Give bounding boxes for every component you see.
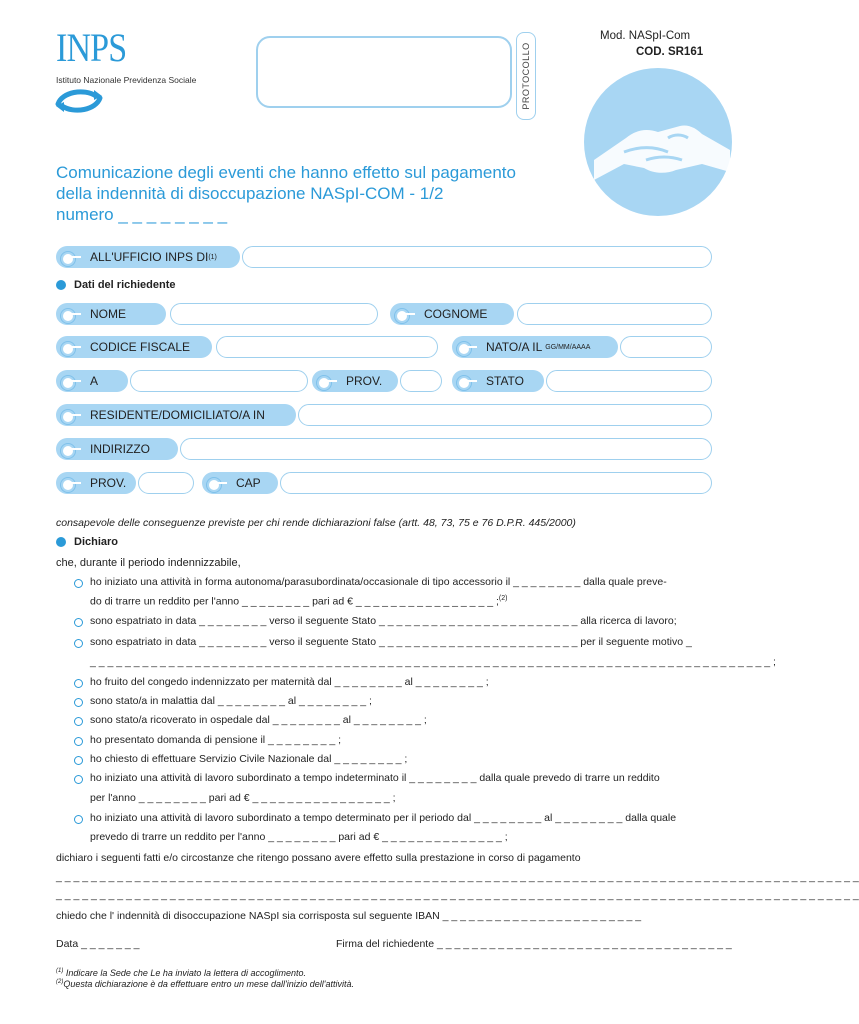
- line-espatriato-lavoro: sono espatriato in data _ _ _ _ _ _ _ _ verso il seguente Stato _ _ _ _ _ _ _ _ _ _ _ _ _ _ _ _ _ _ _ _ _ _ _ alla ricerca di lavoro;: [90, 615, 677, 627]
- codice-fiscale-field[interactable]: [216, 336, 438, 358]
- line-servizio-civile: ho chiesto di effettuare Servizio Civile Nazionale dal _ _ _ _ _ _ _ _ ;: [90, 753, 408, 765]
- footnote-2: $^{(2)}$Questa dichiarazione è da effettuare entro un mese dall'inizio dell'attività.: [56, 979, 354, 989]
- protocollo-box: [256, 36, 512, 108]
- inps-logo: INPS: [56, 25, 127, 70]
- protocollo-label: PROTOCOLLO: [516, 32, 536, 120]
- dichiaro-fatti-text: dichiaro i seguenti fatti e/o circostanze che ritengo possano avere effetto sulla prestazione in corso di pagamento: [56, 852, 581, 864]
- line-malattia: sono stato/a in malattia dal _ _ _ _ _ _ _ _ al _ _ _ _ _ _ _ _ ;: [90, 695, 372, 707]
- section-dichiaro: Dichiaro: [56, 536, 118, 548]
- nome-field[interactable]: [170, 303, 378, 325]
- line-espatriato-motivo: sono espatriato in data _ _ _ _ _ _ _ _ verso il seguente Stato _ _ _ _ _ _ _ _ _ _ _ _ _ _ _ _ _ _ _ _ _ _ _ per il seguente motivo _: [90, 636, 692, 648]
- consapevole-text: consapevole delle conseguenze previste per chi rende dichiarazioni false (artt. 48, 73, 75 e 76 D.P.R. 445/2000): [56, 517, 576, 529]
- mod-code: Mod. NASpI-Com: [600, 30, 691, 42]
- option-attivita-autonoma-radio[interactable]: [74, 579, 83, 588]
- cognome-field[interactable]: [517, 303, 712, 325]
- intro-text: che, durante il periodo indennizzabile,: [56, 557, 241, 569]
- nato-il-field[interactable]: [620, 336, 712, 358]
- line-maternita: ho fruito del congedo indennizzato per maternità dal _ _ _ _ _ _ _ _ al _ _ _ _ _ _ _ _ ;: [90, 676, 489, 688]
- fatti-line-1[interactable]: _ _ _ _ _ _ _ _ _ _ _ _ _ _ _ _ _ _ _ _ _ _ _ _ _ _ _ _ _ _ _ _ _ _ _ _ _ _ _ _ _ _ _ _ _ _ _ _ _ _ _ _ _ _ _ _ _ _ _ _ _ _ _ _ _ _ _ _ _ _ _ _ _ _ _ _ _ _ _ _ _ _ _ _ _ _ _ _ _ _ _ _: [56, 871, 859, 883]
- line-pensione: ho presentato domanda di pensione il _ _ _ _ _ _ _ _ ;: [90, 734, 342, 746]
- line-tempo-indeterminato: ho iniziato una attività di lavoro subordinato a tempo indeterminato il _ _ _ _ _ _ _ _ dalla quale prevedo di trarre un reddito: [90, 772, 660, 784]
- cod-code: COD. SR161: [636, 46, 704, 58]
- office-tag: ALL'UFFICIO INPS DI (1): [56, 246, 240, 268]
- option-espatriato-lavoro-radio[interactable]: [74, 618, 83, 627]
- nato-il-tag: NATO/A IL GG/MM/AAAA: [452, 336, 618, 358]
- residente-field[interactable]: [298, 404, 712, 426]
- prov-field[interactable]: [400, 370, 442, 392]
- indirizzo-tag: INDIRIZZO: [56, 438, 178, 460]
- page-title: Comunicazione degli eventi che hanno effetto sul pagamento della indennità di disoccupazione NASpI-COM - 1/2 numero _ _ _ _ _ _ _ _: [56, 163, 516, 224]
- fatti-line-2[interactable]: _ _ _ _ _ _ _ _ _ _ _ _ _ _ _ _ _ _ _ _ _ _ _ _ _ _ _ _ _ _ _ _ _ _ _ _ _ _ _ _ _ _ _ _ _ _ _ _ _ _ _ _ _ _ _ _ _ _ _ _ _ _ _ _ _ _ _ _ _ _ _ _ _ _ _ _ _ _ _ _ _ _ _ _ _ _ _ _ _ _ _ _: [56, 889, 859, 901]
- option-pensione-radio[interactable]: [74, 737, 83, 746]
- prov2-tag: PROV.: [56, 472, 136, 494]
- option-ricovero-radio[interactable]: [74, 717, 83, 726]
- line-espatriato-motivo-2: _ _ _ _ _ _ _ _ _ _ _ _ _ _ _ _ _ _ _ _ _ _ _ _ _ _ _ _ _ _ _ _ _ _ _ _ _ _ _ _ _ _ _ _ _ _ _ _ _ _ _ _ _ _ _ _ _ _ _ _ _ _ _ _ _ _ _ _ _ _ _ _ _ _ _ _ _ _ ;: [90, 656, 776, 668]
- option-tempo-indeterminato-radio[interactable]: [74, 775, 83, 784]
- option-maternita-radio[interactable]: [74, 679, 83, 688]
- logo-subtitle: Istituto Nazionale Previdenza Sociale: [56, 75, 197, 85]
- indirizzo-field[interactable]: [180, 438, 712, 460]
- line-ricovero: sono stato/a ricoverato in ospedale dal _ _ _ _ _ _ _ _ al _ _ _ _ _ _ _ _ ;: [90, 714, 427, 726]
- line-attivita-autonoma-2: do di trarre un reddito per l'anno _ _ _ _ _ _ _ _ pari ad € _ _ _ _ _ _ _ _ _ _ _ _ _ _ _ _ ;$^{(2)}$: [90, 595, 508, 608]
- firma-field[interactable]: Firma del richiedente _ _ _ _ _ _ _ _ _ _ _ _ _ _ _ _ _ _ _ _ _ _ _ _ _ _ _ _ _ _ _ _ _ _: [336, 938, 732, 950]
- line-tempo-determinato-2: prevedo di trarre un reddito per l'anno _ _ _ _ _ _ _ _ pari ad € _ _ _ _ _ _ _ _ _ _ _ _ _ _ ;: [90, 831, 508, 843]
- office-field[interactable]: [242, 246, 712, 268]
- handshake-icon: [584, 68, 732, 216]
- cognome-tag: COGNOME: [390, 303, 514, 325]
- iban-text[interactable]: chiedo che l' indennità di disoccupazione NASpI sia corrisposta sul seguente IBAN _ _ _ _ _ _ _ _ _ _ _ _ _ _ _ _ _ _ _ _ _ _ _: [56, 910, 642, 922]
- prov-tag: PROV.: [312, 370, 398, 392]
- logo-swoosh-icon: [54, 86, 104, 116]
- stato-field[interactable]: [546, 370, 712, 392]
- line-attivita-autonoma: ho iniziato una attività in forma autonoma/parasubordinata/occasionale di tipo accessorio il _ _ _ _ _ _ _ _ dalla quale preve-: [90, 576, 667, 588]
- cap-tag: CAP: [202, 472, 278, 494]
- data-field[interactable]: Data _ _ _ _ _ _ _: [56, 938, 140, 950]
- residente-tag: RESIDENTE/DOMICILIATO/A IN: [56, 404, 296, 426]
- option-tempo-determinato-radio[interactable]: [74, 815, 83, 824]
- nome-tag: NOME: [56, 303, 166, 325]
- codice-fiscale-tag: CODICE FISCALE: [56, 336, 212, 358]
- section-dati-richiedente: Dati del richiedente: [56, 279, 175, 291]
- prov2-field[interactable]: [138, 472, 194, 494]
- option-servizio-civile-radio[interactable]: [74, 756, 83, 765]
- option-espatriato-motivo-radio[interactable]: [74, 639, 83, 648]
- footnote-1: $^{(1)}$ Indicare la Sede che Le ha inviato la lettera di accoglimento.: [56, 968, 306, 978]
- cap-field[interactable]: [280, 472, 712, 494]
- line-tempo-determinato: ho iniziato una attività di lavoro subordinato a tempo determinato per il periodo dal _ _ _ _ _ _ _ _ al _ _ _ _ _ _ _ _ dalla quale: [90, 812, 677, 824]
- line-tempo-indeterminato-2: per l'anno _ _ _ _ _ _ _ _ pari ad € _ _ _ _ _ _ _ _ _ _ _ _ _ _ _ _ ;: [90, 792, 396, 804]
- stato-tag: STATO: [452, 370, 544, 392]
- luogo-nascita-field[interactable]: [130, 370, 308, 392]
- option-malattia-radio[interactable]: [74, 698, 83, 707]
- luogo-nascita-tag: A: [56, 370, 128, 392]
